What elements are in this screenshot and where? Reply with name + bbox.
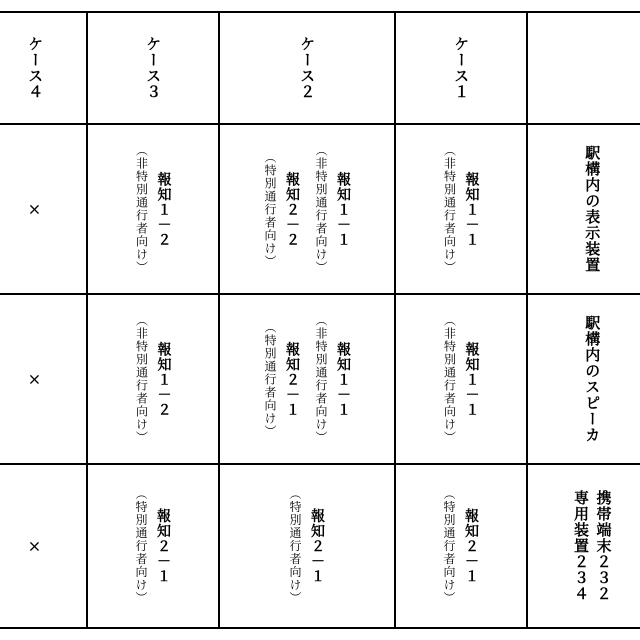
notification-matrix-table [0, 11, 640, 629]
header-display-device-label: 駅構内の表示装置 [583, 145, 602, 273]
notification-main: 報知１－１ [463, 341, 480, 417]
header-speaker-label: 駅構内のスピーカ [583, 315, 602, 443]
notification-sub: （特別通行者向け） [263, 150, 277, 268]
cell-case2-terminal [219, 464, 395, 628]
notification-main: 報知２－１ [155, 508, 172, 584]
row-label-case3 [87, 12, 219, 124]
notification-main: 報知２－１ [309, 508, 326, 584]
x-mark-icon: × [28, 369, 42, 389]
cell-case1-speaker [395, 294, 527, 464]
row-label-case1 [395, 12, 527, 124]
header-mobile-terminal [527, 464, 640, 628]
notification-sub: （非特別通行者向け） [134, 314, 149, 444]
notification-sub: （非特別通行者向け） [134, 144, 149, 274]
row-label-case2-text: ケース２ [298, 36, 317, 100]
notification-main: 報知１－１ [463, 171, 480, 247]
row-label-case1-text: ケース１ [452, 36, 471, 100]
header-mobile-terminal-label: 携帯端末２３２ 専用装置２３４ [572, 490, 613, 602]
cell-case1-display [395, 124, 527, 294]
notification-sub: （非特別通行者向け） [314, 314, 328, 444]
x-mark-icon: × [28, 536, 42, 556]
notification-main: 報知２－１ [284, 341, 300, 417]
notification-main: 報知１－２ [155, 171, 172, 247]
corner-cell [527, 12, 640, 124]
notification-main: 報知１－２ [155, 341, 172, 417]
notification-sub: （特別通行者向け） [134, 487, 149, 605]
notification-main: 報知２－２ [284, 171, 300, 247]
cell-case2-display [219, 124, 395, 294]
x-mark-icon: × [28, 199, 42, 219]
notification-sub: （特別通行者向け） [442, 487, 457, 605]
notification-main: 報知２－１ [463, 508, 480, 584]
row-label-case4-text: ケース４ [26, 36, 45, 100]
row-label-case3-text: ケース３ [144, 36, 163, 100]
notification-sub: （特別通行者向け） [288, 487, 303, 605]
notification-main: 報知１－１ [335, 171, 351, 247]
table-row [219, 12, 395, 628]
notification-sub: （非特別通行者向け） [442, 314, 457, 444]
notification-sub: （特別通行者向け） [263, 320, 277, 438]
table-wrapper [0, 11, 640, 629]
row-label-case2 [219, 12, 395, 124]
notification-sub: （非特別通行者向け） [314, 144, 328, 274]
cell-case2-speaker [219, 294, 395, 464]
row-label-case4 [0, 12, 87, 124]
cell-case1-terminal [395, 464, 527, 628]
table-row [395, 12, 527, 628]
notification-sub: （非特別通行者向け） [442, 144, 457, 274]
notification-main: 報知１－１ [335, 341, 351, 417]
